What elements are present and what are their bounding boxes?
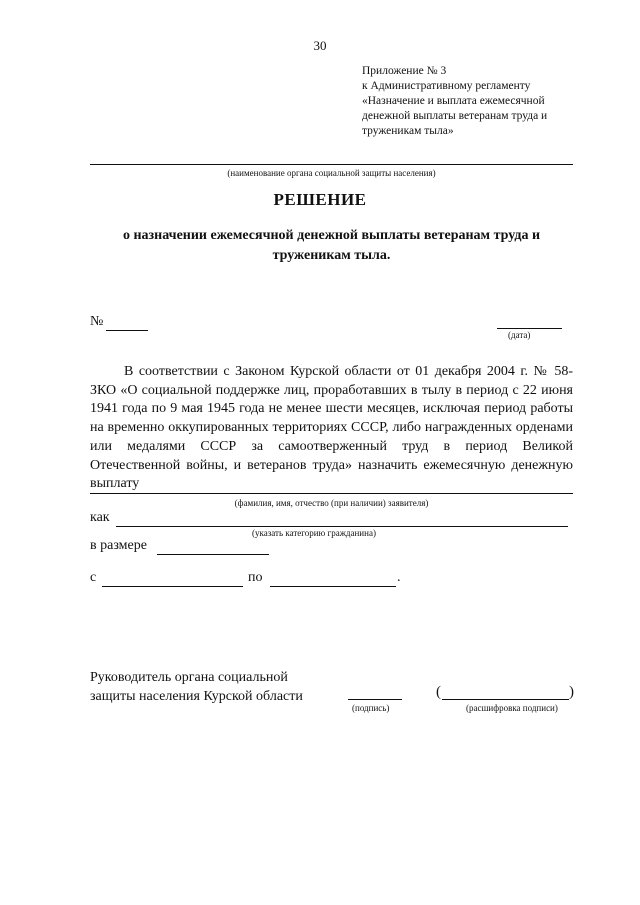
to-label: по [248,570,263,585]
signatory-title [90,668,303,706]
subtitle-line: о назначении ежемесячной денежной выплаты ветеранам труда и [122,228,541,243]
number-label: № [90,314,104,329]
signature-decode-line [442,699,569,700]
appendix-line: труженикам тыла» [362,125,454,137]
to-date-line [270,586,396,587]
appendix-line: «Назначение и выплата ежемесячной [362,95,545,107]
from-label: с [90,570,97,585]
fio-line [90,493,573,494]
signature-line [348,699,402,700]
appendix-line: Приложение № 3 [362,65,447,77]
org-caption: (наименование органа социальной защиты населения) [227,168,436,178]
amount-label: в размере [90,538,147,553]
org-name-line [90,164,573,165]
signatory-line: защиты населения Курской области [90,689,303,704]
to-suffix: . [397,570,401,585]
signatory-line: Руководитель органа социальной [90,670,288,685]
fio-caption: (фамилия, имя, отчество (при наличии) заявителя) [234,498,429,508]
category-caption: (указать категорию гражданина) [252,528,376,538]
date-line [497,328,562,329]
document-subtitle [90,226,573,266]
decision-body: В соответствии с Законом Курской области от 01 декабря 2004 г. № 58-ЗКО «О социальной поддержке лиц, проработавших в тылу в период с 22 июня 1941 года по 9 мая 1945 года не менее шести месяцев, исключая период работы на временно оккупированных территориях СССР, либо награжденных орденами или медалями СССР за самоотверженный труд в период Великой Отечественной войны, и ветеранов труда» назначить ежемесячную денежную выплату [90,364,573,492]
date-caption: (дата) [508,330,531,340]
category-line [116,526,568,527]
open-paren: ( [436,684,441,700]
as-label: как [90,510,110,525]
amount-line [157,554,269,555]
appendix-block [362,64,612,139]
appendix-line: к Административному регламенту [362,80,531,92]
subtitle-line: труженикам тыла. [272,248,391,263]
close-paren: ) [569,684,574,700]
document-title: РЕШЕНИЕ [273,190,367,209]
from-date-line [102,586,243,587]
page-number: 30 [313,38,327,53]
signature-decode-caption: (расшифровка подписи) [466,703,558,713]
appendix-line: денежной выплаты ветеранам труда и [362,110,548,122]
signature-caption: (подпись) [352,703,390,713]
number-line [106,330,148,331]
